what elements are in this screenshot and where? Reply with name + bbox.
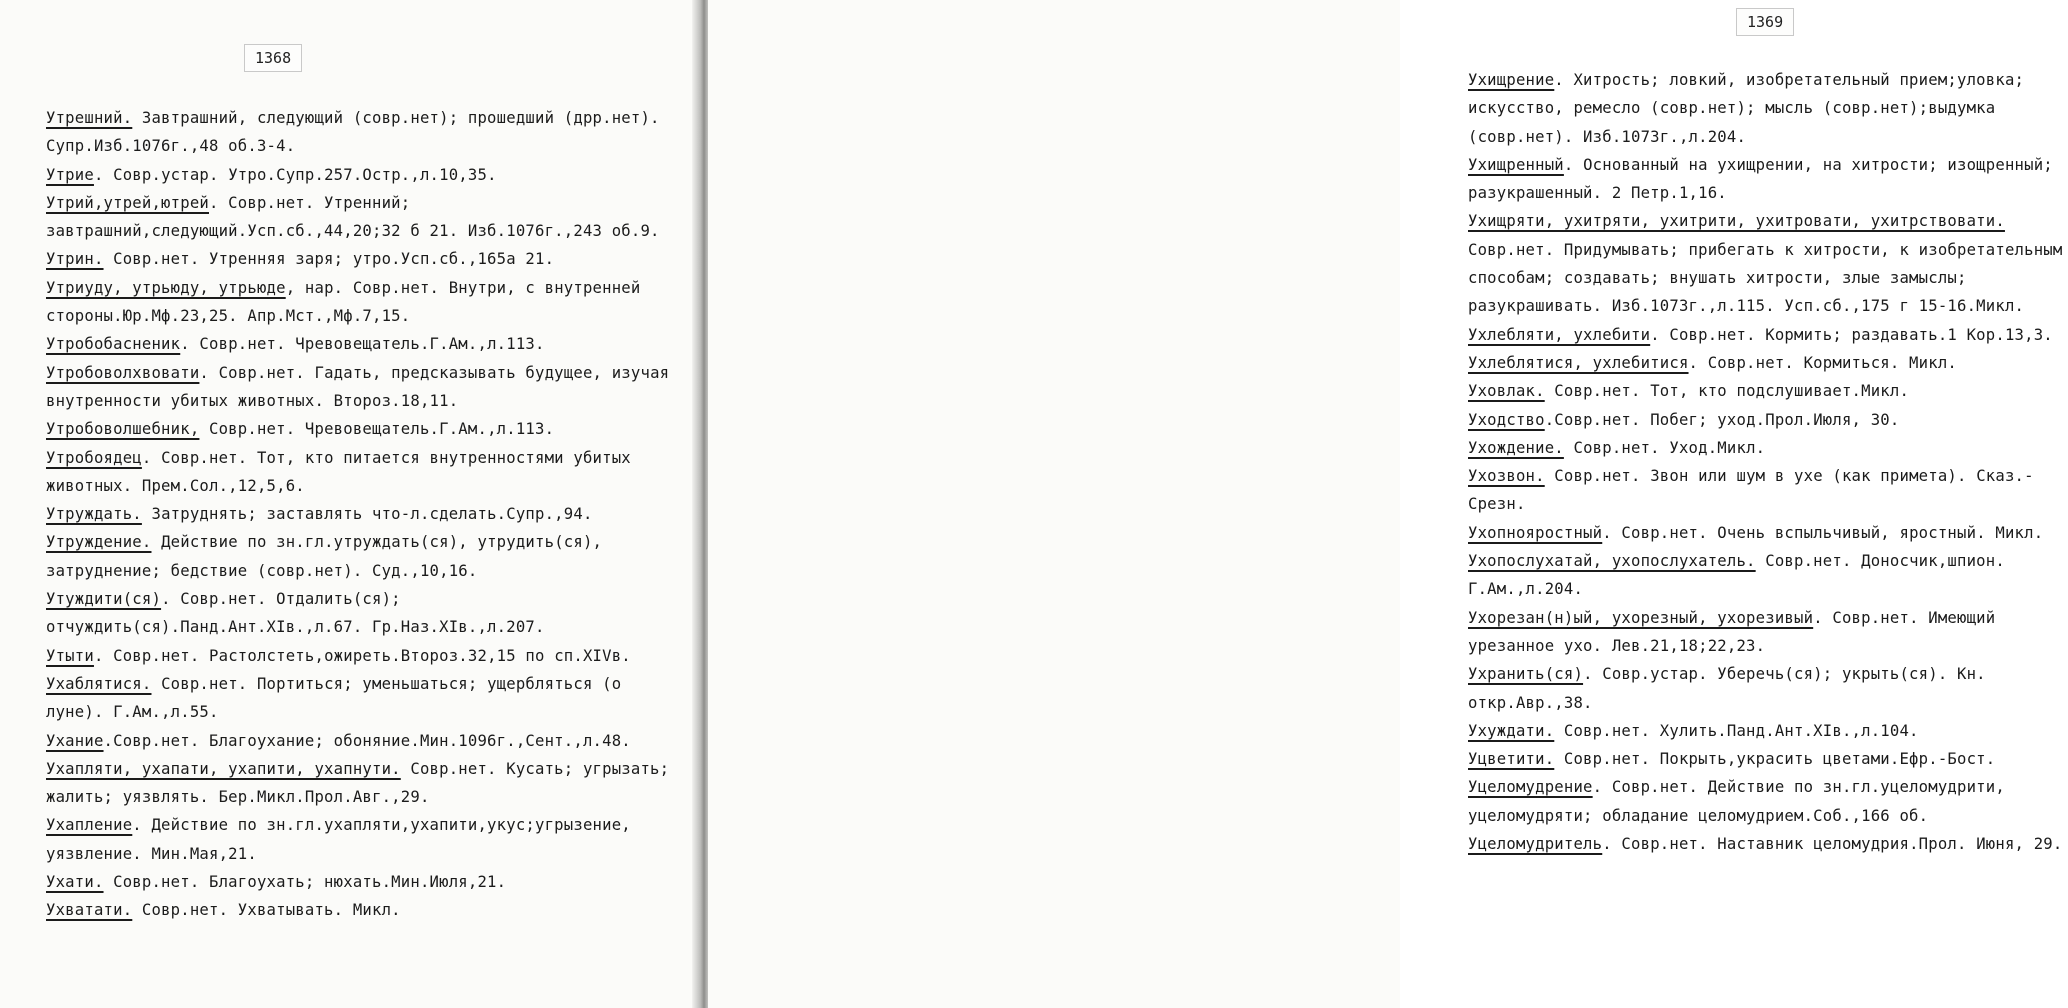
dictionary-entry [46, 670, 682, 727]
dictionary-entry [1468, 519, 2068, 547]
dictionary-entry [1468, 773, 2068, 830]
entry-definition: . Хитрость; ловкий, изобретательный прием;уловка; искусство, ремесло (совр.нет); мысль (совр.нет);выдумка (совр.нет). Изб.1073г.,л.204. [1468, 71, 2025, 146]
entry-headword: Утуждити(ся) [46, 590, 162, 609]
entry-definition: Совр.нет. Покрыть,украсить цветами.Ефр.-Бост. [1554, 750, 1996, 769]
entry-definition: Завтрашний, следующий (совр.нет); прошедший (дрр.нет). Супр.Изб.1076г.,48 об.3-4. [46, 109, 660, 156]
entry-headword: Ухозвон. [1468, 467, 1545, 486]
entry-headword: Ухорезан(н)ый, ухорезный, ухорезивый [1468, 608, 1814, 627]
entry-headword: Уцветити. [1468, 750, 1555, 769]
entry-headword: Утруждать. [46, 505, 142, 524]
dictionary-entry [1468, 377, 2068, 405]
dictionary-entry [46, 245, 682, 273]
entry-headword: Утрешний. [46, 109, 133, 127]
entry-headword: Утробоядец [46, 448, 142, 467]
entry-definition: . Совр.нет. Тот, кто питается внутренностями убитых животных. Прем.Сол.,12,5,6. [46, 448, 631, 495]
entry-definition: . Совр.нет. Растолстеть,ожиреть.Второз.32,15 по сп.XIVв. [93, 646, 631, 665]
dictionary-entry [46, 415, 682, 443]
entry-definition: .Совр.нет. Благоухание; обоняние.Мин.1096г.,Сент.,л.48. [103, 731, 631, 750]
right-page [708, 0, 2063, 1008]
dictionary-entry [46, 528, 682, 585]
entry-headword: Уховлак. [1468, 382, 1545, 401]
entry-definition: . Совр.нет. Действие по зн.гл.уцеломудрити, уцеломудряти; обладание целомудрием.Соб.,166 об. [1468, 778, 2005, 825]
dictionary-entry [46, 359, 682, 416]
entry-headword: Уходство [1468, 410, 1545, 429]
entry-headword: Ухопослухатай, ухопослухатель. [1468, 552, 1756, 571]
entry-definition: Совр.нет. Утренняя заря; утро.Усп.сб.,165а 21. [103, 250, 555, 269]
entry-definition: . Совр.устар. Уберечь(ся); укрыть(ся). Кн. откр.Авр.,38. [1468, 665, 1986, 712]
dictionary-entry [46, 444, 682, 501]
dictionary-entry [1468, 207, 2068, 320]
entry-definition: Совр.нет. Тот, кто подслушивает.Микл. [1544, 382, 1910, 401]
entry-definition: . Действие по зн.гл.ухапляти,ухапити,укус;угрызение, уязвление. Мин.Мая,21. [46, 816, 631, 863]
entry-definition: . Совр.нет. Утренний; завтрашний,следующий.Усп.сб.,44,20;32 б 21. Изб.1076г.,243 об.9. [46, 193, 660, 241]
dictionary-entry [1468, 830, 2068, 858]
entry-headword: Ухранить(ся) [1468, 665, 1584, 684]
entry-definition: Совр.нет. Уход.Микл. [1563, 438, 1766, 457]
entry-definition: Действие по зн.гл.утруждать(ся), утрудить(ся), затруднение; бедствие (совр.нет). Суд.,10,16. [46, 533, 603, 580]
entry-headword: Ухлеблятися, ухлебитися [1468, 353, 1689, 372]
left-page-number: 1368 [244, 44, 302, 72]
dictionary-entry [1468, 151, 2068, 208]
entry-headword: Ухапление [46, 816, 133, 835]
entry-definition: Совр.нет. Доносчик,шпион. Г.Ам.,л.204. [1468, 552, 2005, 599]
entry-headword: Утрий,утрей,ютрей [46, 193, 209, 212]
entry-headword: Ухапляти, ухапати, ухапити, ухапнути. [46, 759, 401, 778]
entry-definition: . Совр.нет. Чревовещатель.Г.Ам.,л.113. [180, 335, 545, 354]
entry-headword: Ухопнояростный [1468, 523, 1603, 542]
dictionary-entry [1468, 321, 2068, 349]
entry-headword: Ухватати. [46, 901, 133, 920]
dictionary-entry [1468, 604, 2068, 661]
entry-definition: , нар. Совр.нет. Внутри, с внутренней стороны.Юр.Мф.23,25. Апр.Мст.,Мф.7,15. [46, 278, 641, 326]
dictionary-entry [46, 896, 682, 924]
dictionary-entry [46, 755, 682, 812]
dictionary-entry [1468, 349, 2068, 377]
dictionary-entry [46, 274, 682, 331]
entry-definition: . Совр.нет. Гадать, предсказывать будущее, изучая внутренности убитых животных. Второз.18,11. [46, 363, 670, 410]
entry-definition: . Совр.нет. Имеющий урезанное ухо. Лев.21,18;22,23. [1468, 608, 1996, 655]
entry-definition: Совр.нет. Звон или шум в ухе (как примета). Сказ.-Срезн. [1468, 467, 2034, 514]
entry-definition: . Совр.нет. Кормить; раздавать.1 Кор.13,3. [1650, 325, 2053, 344]
dictionary-entry [1468, 660, 2068, 717]
entry-headword: Ухождение. [1468, 438, 1564, 457]
entry-headword: Ухание [46, 731, 104, 750]
dictionary-entry [46, 811, 682, 868]
entry-headword: Утробоволхвовати [46, 363, 200, 382]
dictionary-entry [1468, 406, 2068, 434]
entry-definition: Затруднять; заставлять что-л.сделать.Супр.,94. [141, 505, 593, 524]
left-entry-list [46, 104, 682, 925]
entry-definition: Совр.нет. Хулить.Панд.Ант.XIв.,л.104. [1554, 721, 1919, 740]
entry-headword: Утробобасненик [46, 335, 181, 354]
entry-headword: Утрие [46, 165, 94, 184]
entry-headword: Уцеломудритель [1468, 835, 1603, 854]
dictionary-entry [1468, 462, 2068, 519]
dictionary-entry [46, 642, 682, 670]
dictionary-entry [1468, 66, 2068, 151]
dictionary-entry [46, 727, 682, 755]
entry-definition: Совр.нет. Придумывать; прибегать к хитрости, к изобретательным способам; создавать; внушать хитрости, злые замыслы; разукрашивать. Изб.1073г.,л.115. Усп.сб.,175 г 15-16.Микл. [1468, 240, 2063, 316]
entry-headword: Уцеломудрение [1468, 778, 1593, 797]
left-page [0, 0, 700, 1008]
right-entry-list [1468, 66, 2068, 858]
entry-definition: Совр.нет. Чревовещатель.Г.Ам.,л.113. [199, 420, 555, 439]
dictionary-entry [46, 868, 682, 896]
dictionary-entry [46, 585, 682, 642]
entry-headword: Ухищряти, ухитряти, ухитрити, ухитровати, ухитрствовати. [1468, 212, 2005, 231]
entry-headword: Ухати. [46, 873, 104, 892]
entry-definition: . Совр.нет. Отдалить(ся); отчуждить(ся).Панд.Ант.XIв.,л.67. Гр.Наз.XIв.,л.207. [46, 590, 545, 637]
entry-definition: Совр.нет. Портиться; уменьшаться; ущербляться (о луне). Г.Ам.,л.55. [46, 674, 622, 722]
dictionary-entry [1468, 547, 2068, 604]
entry-definition: .Совр.нет. Побег; уход.Прол.Июля, 30. [1544, 410, 1900, 429]
entry-headword: Утруждение. [46, 533, 152, 552]
dictionary-entry [46, 189, 682, 246]
dictionary-entry [1468, 717, 2068, 745]
entry-definition: Совр.нет. Благоухать; нюхать.Мин.Июля,21. [103, 873, 507, 892]
entry-definition: . Совр.нет. Кормиться. Микл. [1688, 353, 1958, 372]
dictionary-entry [46, 161, 682, 189]
entry-headword: Ухлебляти, ухлебити [1468, 325, 1651, 344]
entry-definition: . Совр.устар. Утро.Супр.257.Остр.,л.10,35. [93, 165, 497, 184]
dictionary-entry [46, 104, 682, 161]
dictionary-entry [1468, 434, 2068, 462]
entry-definition: Совр.нет. Кусать; угрызать; жалить; уязвлять. Бер.Микл.Прол.Авг.,29. [46, 759, 670, 807]
entry-definition: . Основанный на ухищрении, на хитрости; изощренный; разукрашенный. 2 Петр.1,16. [1468, 155, 2053, 203]
entry-headword: Утробоволшебник, [46, 420, 200, 439]
dictionary-entry [46, 330, 682, 358]
entry-definition: . Совр.нет. Наставник целомудрия.Прол. Июня, 29. [1602, 835, 2063, 854]
dictionary-entry [46, 500, 682, 528]
entry-headword: Ухаблятися. [46, 674, 152, 693]
entry-definition: Совр.нет. Ухватывать. Микл. [132, 901, 401, 920]
entry-headword: Ухищренный [1468, 155, 1564, 174]
entry-headword: Ухищрение [1468, 71, 1555, 89]
entry-headword: Утыти [46, 646, 94, 665]
entry-headword: Утрин. [46, 250, 104, 269]
dictionary-entry [1468, 745, 2068, 773]
entry-headword: Утриуду, утрьюду, утрьюде [46, 278, 286, 297]
right-page-number: 1369 [1736, 8, 1794, 36]
entry-headword: Ухуждати. [1468, 721, 1555, 740]
entry-definition: . Совр.нет. Очень вспыльчивый, яростный. Микл. [1602, 523, 2044, 542]
